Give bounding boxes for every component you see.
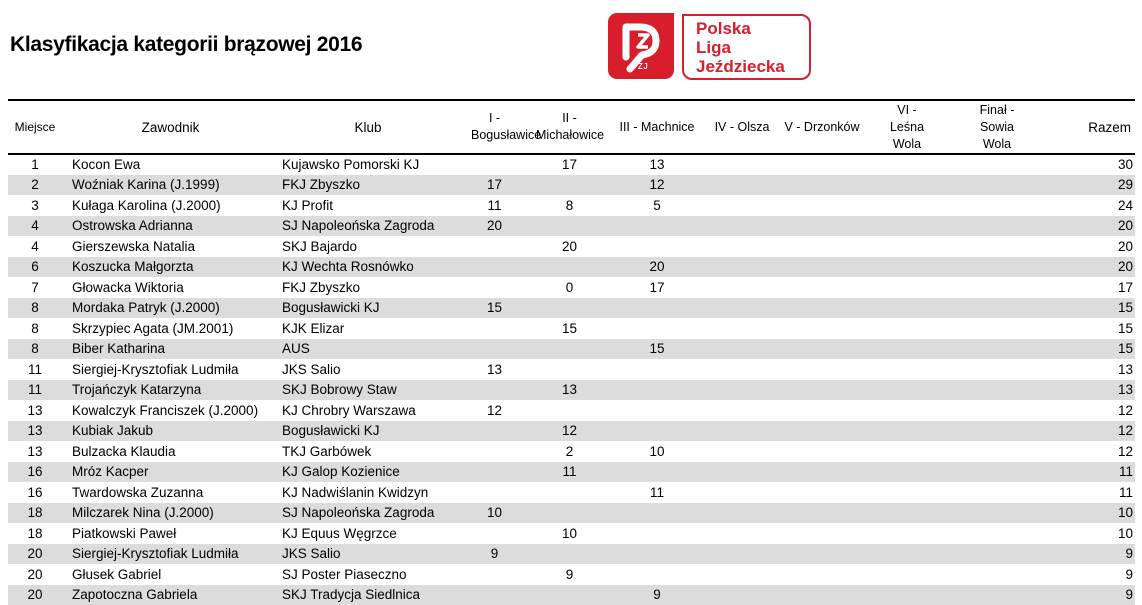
header-round-6: VI - Leśna Wola [867, 100, 947, 154]
cell-round-5 [777, 298, 867, 319]
table-row [8, 154, 1135, 175]
cell-round-6 [867, 441, 947, 462]
cell-round-2 [532, 216, 607, 237]
cell-round-3: 9 [607, 585, 707, 605]
cell-miejsce: 11 [27, 361, 42, 377]
cell-round-3: 17 [649, 279, 665, 295]
cell-klub: SKJ Bobrowy Staw [279, 380, 457, 401]
header-final: Finał - Sowia Wola [947, 100, 1047, 154]
cell-round-1 [457, 154, 532, 175]
cell-klub: TKJ Garbówek [282, 443, 372, 459]
cell-final [947, 564, 1047, 585]
table-row [8, 195, 1135, 216]
cell-zawodnik: Woźniak Karina (J.1999) [62, 175, 279, 196]
header-razem: Razem [1047, 100, 1135, 154]
cell-zawodnik: Gierszewska Natalia [72, 238, 196, 254]
cell-round-5 [777, 523, 867, 544]
cell-miejsce: 8 [8, 298, 62, 319]
cell-round-5 [777, 339, 867, 360]
cell-round-6 [867, 359, 947, 380]
table-row [8, 585, 1135, 605]
header-round-1: I - Bogusławice [457, 100, 532, 154]
table-row [8, 564, 1135, 585]
cell-final [947, 257, 1047, 278]
cell-round-2 [532, 175, 607, 196]
cell-round-5 [777, 421, 867, 442]
cell-round-5 [777, 236, 867, 257]
cell-round-5 [777, 216, 867, 237]
cell-final [947, 482, 1047, 503]
cell-zawodnik: Głowacka Wiktoria [72, 279, 184, 295]
logo-line-2: Liga [696, 38, 731, 57]
cell-round-5 [777, 195, 867, 216]
cell-round-4 [707, 564, 777, 585]
cell-round-4 [707, 421, 777, 442]
cell-round-3 [607, 564, 707, 585]
table-row [8, 318, 1135, 339]
cell-zawodnik: Ostrowska Adrianna [62, 216, 279, 237]
cell-razem: 12 [1117, 402, 1133, 418]
cell-round-2 [532, 544, 607, 565]
cell-zawodnik: Koszucka Małgorzta [62, 257, 279, 278]
cell-final [947, 523, 1047, 544]
cell-round-6 [867, 298, 947, 319]
cell-klub: AUS [279, 339, 457, 360]
cell-klub: SKJ Bajardo [282, 238, 358, 254]
cell-round-6 [867, 277, 947, 298]
cell-klub: FKJ Zbyszko [282, 279, 361, 295]
cell-razem: 17 [1117, 279, 1133, 295]
cell-final [947, 380, 1047, 401]
table-row [8, 236, 1135, 257]
cell-klub: KJK Elizar [282, 320, 345, 336]
cell-razem: 20 [1047, 216, 1135, 237]
cell-klub: SJ Poster Piaseczno [282, 566, 407, 582]
cell-klub: KJ Wechta Rosnówko [279, 257, 457, 278]
cell-round-4 [707, 175, 777, 196]
cell-zawodnik: Zapotoczna Gabriela [62, 585, 279, 605]
cell-round-6 [867, 421, 947, 442]
cell-zawodnik: Kowalczyk Franciszek (J.2000) [72, 402, 259, 418]
cell-round-5 [777, 564, 867, 585]
cell-round-5 [777, 585, 867, 605]
cell-final [947, 318, 1047, 339]
cell-razem: 29 [1047, 175, 1135, 196]
cell-miejsce: 1 [31, 157, 39, 173]
cell-round-5 [777, 175, 867, 196]
cell-razem: 11 [1047, 462, 1135, 483]
cell-round-1: 12 [486, 402, 503, 418]
cell-final [947, 503, 1047, 524]
cell-miejsce: 18 [8, 503, 62, 524]
cell-round-4 [707, 154, 777, 175]
header-round-3: III - Machnice [607, 100, 707, 154]
pzj-logo [608, 13, 808, 79]
table-row [8, 441, 1135, 462]
header-miejsce: Miejsce [8, 100, 62, 154]
cell-final [947, 195, 1047, 216]
cell-round-1 [457, 523, 532, 544]
cell-round-3 [607, 359, 707, 380]
cell-miejsce: 2 [8, 175, 62, 196]
cell-round-1 [457, 380, 532, 401]
cell-round-1 [457, 564, 532, 585]
cell-razem: 30 [1117, 157, 1133, 173]
cell-round-5 [777, 318, 867, 339]
cell-miejsce: 20 [8, 544, 62, 565]
cell-razem: 10 [1117, 525, 1133, 541]
cell-round-3 [607, 400, 707, 421]
cell-round-4 [707, 236, 777, 257]
cell-miejsce: 8 [31, 320, 39, 336]
cell-zawodnik: Bulzacka Klaudia [72, 443, 176, 459]
cell-round-2 [532, 503, 607, 524]
cell-round-5 [777, 400, 867, 421]
cell-final [947, 421, 1047, 442]
logo-line-1: Polska [696, 19, 751, 38]
cell-round-4 [707, 318, 777, 339]
cell-round-2: 2 [565, 443, 574, 459]
cell-round-4 [707, 339, 777, 360]
results-table [8, 99, 1135, 605]
cell-round-2: 15 [561, 320, 578, 336]
cell-round-6 [867, 544, 947, 565]
cell-round-3 [607, 544, 707, 565]
logo-mark-text: PZJ [632, 62, 649, 71]
cell-final [947, 216, 1047, 237]
cell-round-4 [707, 462, 777, 483]
cell-round-1: 10 [457, 503, 532, 524]
cell-round-6 [867, 564, 947, 585]
cell-round-2: 9 [565, 566, 574, 582]
cell-round-6 [867, 175, 947, 196]
cell-klub: Bogusławicki KJ [279, 298, 457, 319]
cell-round-3 [607, 216, 707, 237]
cell-round-1: 11 [487, 197, 502, 213]
cell-round-5 [777, 380, 867, 401]
table-row [8, 175, 1135, 196]
cell-round-1 [457, 421, 532, 442]
table-row [8, 359, 1135, 380]
cell-klub: FKJ Zbyszko [279, 175, 457, 196]
cell-round-6 [867, 380, 947, 401]
pzj-emblem-icon [608, 13, 674, 79]
cell-razem: 20 [1117, 238, 1133, 254]
cell-round-2: 12 [532, 421, 607, 442]
cell-round-5 [777, 257, 867, 278]
cell-round-3 [607, 523, 707, 544]
cell-miejsce: 16 [27, 484, 43, 500]
cell-round-3 [607, 421, 707, 442]
cell-miejsce: 11 [8, 380, 62, 401]
cell-klub: KJ Galop Kozienice [279, 462, 457, 483]
table-row [8, 421, 1135, 442]
cell-miejsce: 13 [27, 443, 43, 459]
header-row [8, 100, 1135, 154]
cell-round-5 [777, 277, 867, 298]
cell-klub: SKJ Tradycja Siedlnica [279, 585, 457, 605]
page-title: Klasyfikacja kategorii brązowej 2016 [10, 33, 363, 56]
cell-round-2 [532, 298, 607, 319]
cell-round-1: 20 [457, 216, 532, 237]
cell-round-1 [457, 462, 532, 483]
cell-razem: 12 [1117, 443, 1133, 459]
cell-round-1: 17 [457, 175, 532, 196]
cell-round-2 [532, 400, 607, 421]
cell-round-5 [777, 359, 867, 380]
cell-round-3 [607, 236, 707, 257]
cell-final [947, 359, 1047, 380]
cell-round-4 [707, 257, 777, 278]
cell-round-2 [532, 257, 607, 278]
cell-round-5 [777, 544, 867, 565]
cell-round-4 [707, 195, 777, 216]
cell-zawodnik: Kułaga Karolina (J.2000) [72, 197, 221, 213]
cell-round-2 [532, 339, 607, 360]
cell-miejsce: 20 [27, 566, 43, 582]
cell-zawodnik: Mordaka Patryk (J.2000) [62, 298, 279, 319]
cell-klub: KJ Nadwiślanin Kwidzyn [282, 484, 429, 500]
cell-round-6 [867, 400, 947, 421]
cell-round-5 [777, 441, 867, 462]
cell-round-4 [707, 400, 777, 421]
header-klub: Klub [279, 100, 457, 154]
cell-round-3: 12 [607, 175, 707, 196]
cell-round-2: 8 [565, 197, 574, 213]
cell-miejsce: 7 [31, 279, 39, 295]
cell-round-3: 11 [649, 484, 664, 500]
cell-razem: 9 [1047, 544, 1135, 565]
cell-round-1 [457, 585, 532, 605]
cell-razem: 12 [1047, 421, 1135, 442]
cell-klub: SJ Napoleońska Zagroda [279, 216, 457, 237]
cell-klub: KJ Equus Węgrzce [282, 525, 397, 541]
cell-zawodnik: Głusek Gabriel [72, 566, 162, 582]
cell-razem: 15 [1047, 339, 1135, 360]
cell-round-4 [707, 585, 777, 605]
cell-razem: 24 [1117, 197, 1133, 213]
cell-round-3: 13 [649, 157, 665, 173]
cell-round-4 [707, 380, 777, 401]
cell-klub: KJ Chrobry Warszawa [282, 402, 416, 418]
table-row [8, 523, 1135, 544]
cell-round-3 [607, 380, 707, 401]
cell-round-6 [867, 236, 947, 257]
cell-zawodnik: Siergiej-Krysztofiak Ludmiła [72, 361, 239, 377]
cell-round-5 [777, 482, 867, 503]
cell-round-6 [867, 339, 947, 360]
cell-round-2: 20 [561, 238, 578, 254]
cell-round-3 [607, 503, 707, 524]
cell-round-3 [607, 462, 707, 483]
cell-round-4 [707, 503, 777, 524]
cell-final [947, 585, 1047, 605]
cell-round-6 [867, 523, 947, 544]
cell-klub: SJ Napoleońska Zagroda [279, 503, 457, 524]
cell-round-6 [867, 154, 947, 175]
logo-text [696, 19, 785, 76]
cell-zawodnik: Milczarek Nina (J.2000) [62, 503, 279, 524]
cell-round-6 [867, 585, 947, 605]
cell-round-6 [867, 482, 947, 503]
cell-round-4 [707, 544, 777, 565]
cell-final [947, 175, 1047, 196]
cell-razem: 11 [1118, 484, 1133, 500]
cell-round-6 [867, 503, 947, 524]
cell-round-3: 5 [653, 197, 661, 213]
cell-klub: Kujawsko Pomorski KJ [282, 157, 420, 173]
table-row [8, 482, 1135, 503]
cell-round-3: 10 [649, 443, 665, 459]
cell-zawodnik: Biber Katharina [62, 339, 279, 360]
cell-round-3 [607, 318, 707, 339]
cell-round-3: 15 [607, 339, 707, 360]
logo-line-3: Jeździecka [696, 57, 785, 76]
cell-round-4 [707, 298, 777, 319]
cell-round-1 [457, 318, 532, 339]
cell-round-1: 15 [457, 298, 532, 319]
table-row [8, 339, 1135, 360]
cell-round-1 [457, 482, 532, 503]
table-row [8, 298, 1135, 319]
cell-miejsce: 13 [27, 402, 43, 418]
cell-round-2 [532, 482, 607, 503]
cell-miejsce: 18 [27, 525, 43, 541]
cell-round-4 [707, 277, 777, 298]
cell-round-3 [607, 298, 707, 319]
header-round-2: II - Michałowice [532, 100, 607, 154]
cell-zawodnik: Mróz Kacper [62, 462, 279, 483]
cell-round-4 [707, 359, 777, 380]
table-row [8, 462, 1135, 483]
cell-round-2: 13 [532, 380, 607, 401]
cell-klub: JKS Salio [279, 544, 457, 565]
cell-round-1: 9 [457, 544, 532, 565]
cell-round-5 [777, 503, 867, 524]
cell-zawodnik: Kocon Ewa [72, 157, 141, 173]
cell-round-6 [867, 257, 947, 278]
cell-round-1 [457, 257, 532, 278]
header-round-5: V - Drzonków [777, 100, 867, 154]
table-row [8, 503, 1135, 524]
cell-miejsce: 13 [8, 421, 62, 442]
cell-zawodnik: Kubiak Jakub [62, 421, 279, 442]
cell-round-6 [867, 195, 947, 216]
cell-round-6 [867, 462, 947, 483]
cell-final [947, 462, 1047, 483]
cell-final [947, 544, 1047, 565]
cell-round-1 [457, 441, 532, 462]
cell-final [947, 154, 1047, 175]
logo-text-box [682, 14, 811, 80]
cell-klub: KJ Profit [282, 197, 334, 213]
cell-razem: 10 [1047, 503, 1135, 524]
header-zawodnik: Zawodnik [62, 100, 279, 154]
cell-miejsce: 8 [8, 339, 62, 360]
cell-round-6 [867, 216, 947, 237]
cell-round-4 [707, 441, 777, 462]
cell-round-5 [777, 462, 867, 483]
results-body [8, 154, 1135, 605]
cell-round-5 [777, 154, 867, 175]
cell-round-1 [457, 277, 532, 298]
cell-zawodnik: Piatkowski Paweł [72, 525, 177, 541]
cell-round-1 [457, 236, 532, 257]
cell-round-1: 13 [486, 361, 503, 377]
cell-round-4 [707, 523, 777, 544]
cell-round-4 [707, 482, 777, 503]
cell-razem: 13 [1117, 361, 1133, 377]
table-row [8, 544, 1135, 565]
cell-round-3: 20 [607, 257, 707, 278]
cell-razem: 9 [1125, 566, 1133, 582]
cell-zawodnik: Twardowska Zuzanna [72, 484, 204, 500]
cell-final [947, 400, 1047, 421]
table-row [8, 216, 1135, 237]
cell-round-2: 11 [532, 462, 607, 483]
table-row [8, 277, 1135, 298]
cell-round-2 [532, 359, 607, 380]
table-row [8, 380, 1135, 401]
cell-round-2: 0 [565, 279, 574, 295]
cell-final [947, 236, 1047, 257]
cell-miejsce: 6 [8, 257, 62, 278]
cell-zawodnik: Siergiej-Krysztofiak Ludmiła [62, 544, 279, 565]
cell-klub: JKS Salio [282, 361, 341, 377]
cell-round-1 [457, 339, 532, 360]
cell-razem: 9 [1047, 585, 1135, 605]
cell-razem: 13 [1047, 380, 1135, 401]
cell-zawodnik: Skrzypiec Agata (JM.2001) [72, 320, 234, 336]
table-row [8, 400, 1135, 421]
cell-final [947, 339, 1047, 360]
cell-final [947, 441, 1047, 462]
cell-final [947, 298, 1047, 319]
cell-razem: 15 [1117, 320, 1133, 336]
cell-round-6 [867, 318, 947, 339]
cell-klub: Bogusławicki KJ [279, 421, 457, 442]
table-row [8, 257, 1135, 278]
cell-razem: 15 [1047, 298, 1135, 319]
cell-miejsce: 16 [8, 462, 62, 483]
cell-miejsce: 4 [8, 216, 62, 237]
cell-round-2: 17 [561, 157, 578, 173]
cell-zawodnik: Trojańczyk Katarzyna [62, 380, 279, 401]
header-round-4: IV - Olsza [707, 100, 777, 154]
cell-miejsce: 20 [8, 585, 62, 605]
cell-round-2: 10 [561, 525, 578, 541]
cell-razem: 20 [1047, 257, 1135, 278]
cell-round-4 [707, 216, 777, 237]
cell-round-2 [532, 585, 607, 605]
cell-final [947, 277, 1047, 298]
cell-miejsce: 4 [31, 238, 39, 254]
cell-miejsce: 3 [31, 197, 39, 213]
